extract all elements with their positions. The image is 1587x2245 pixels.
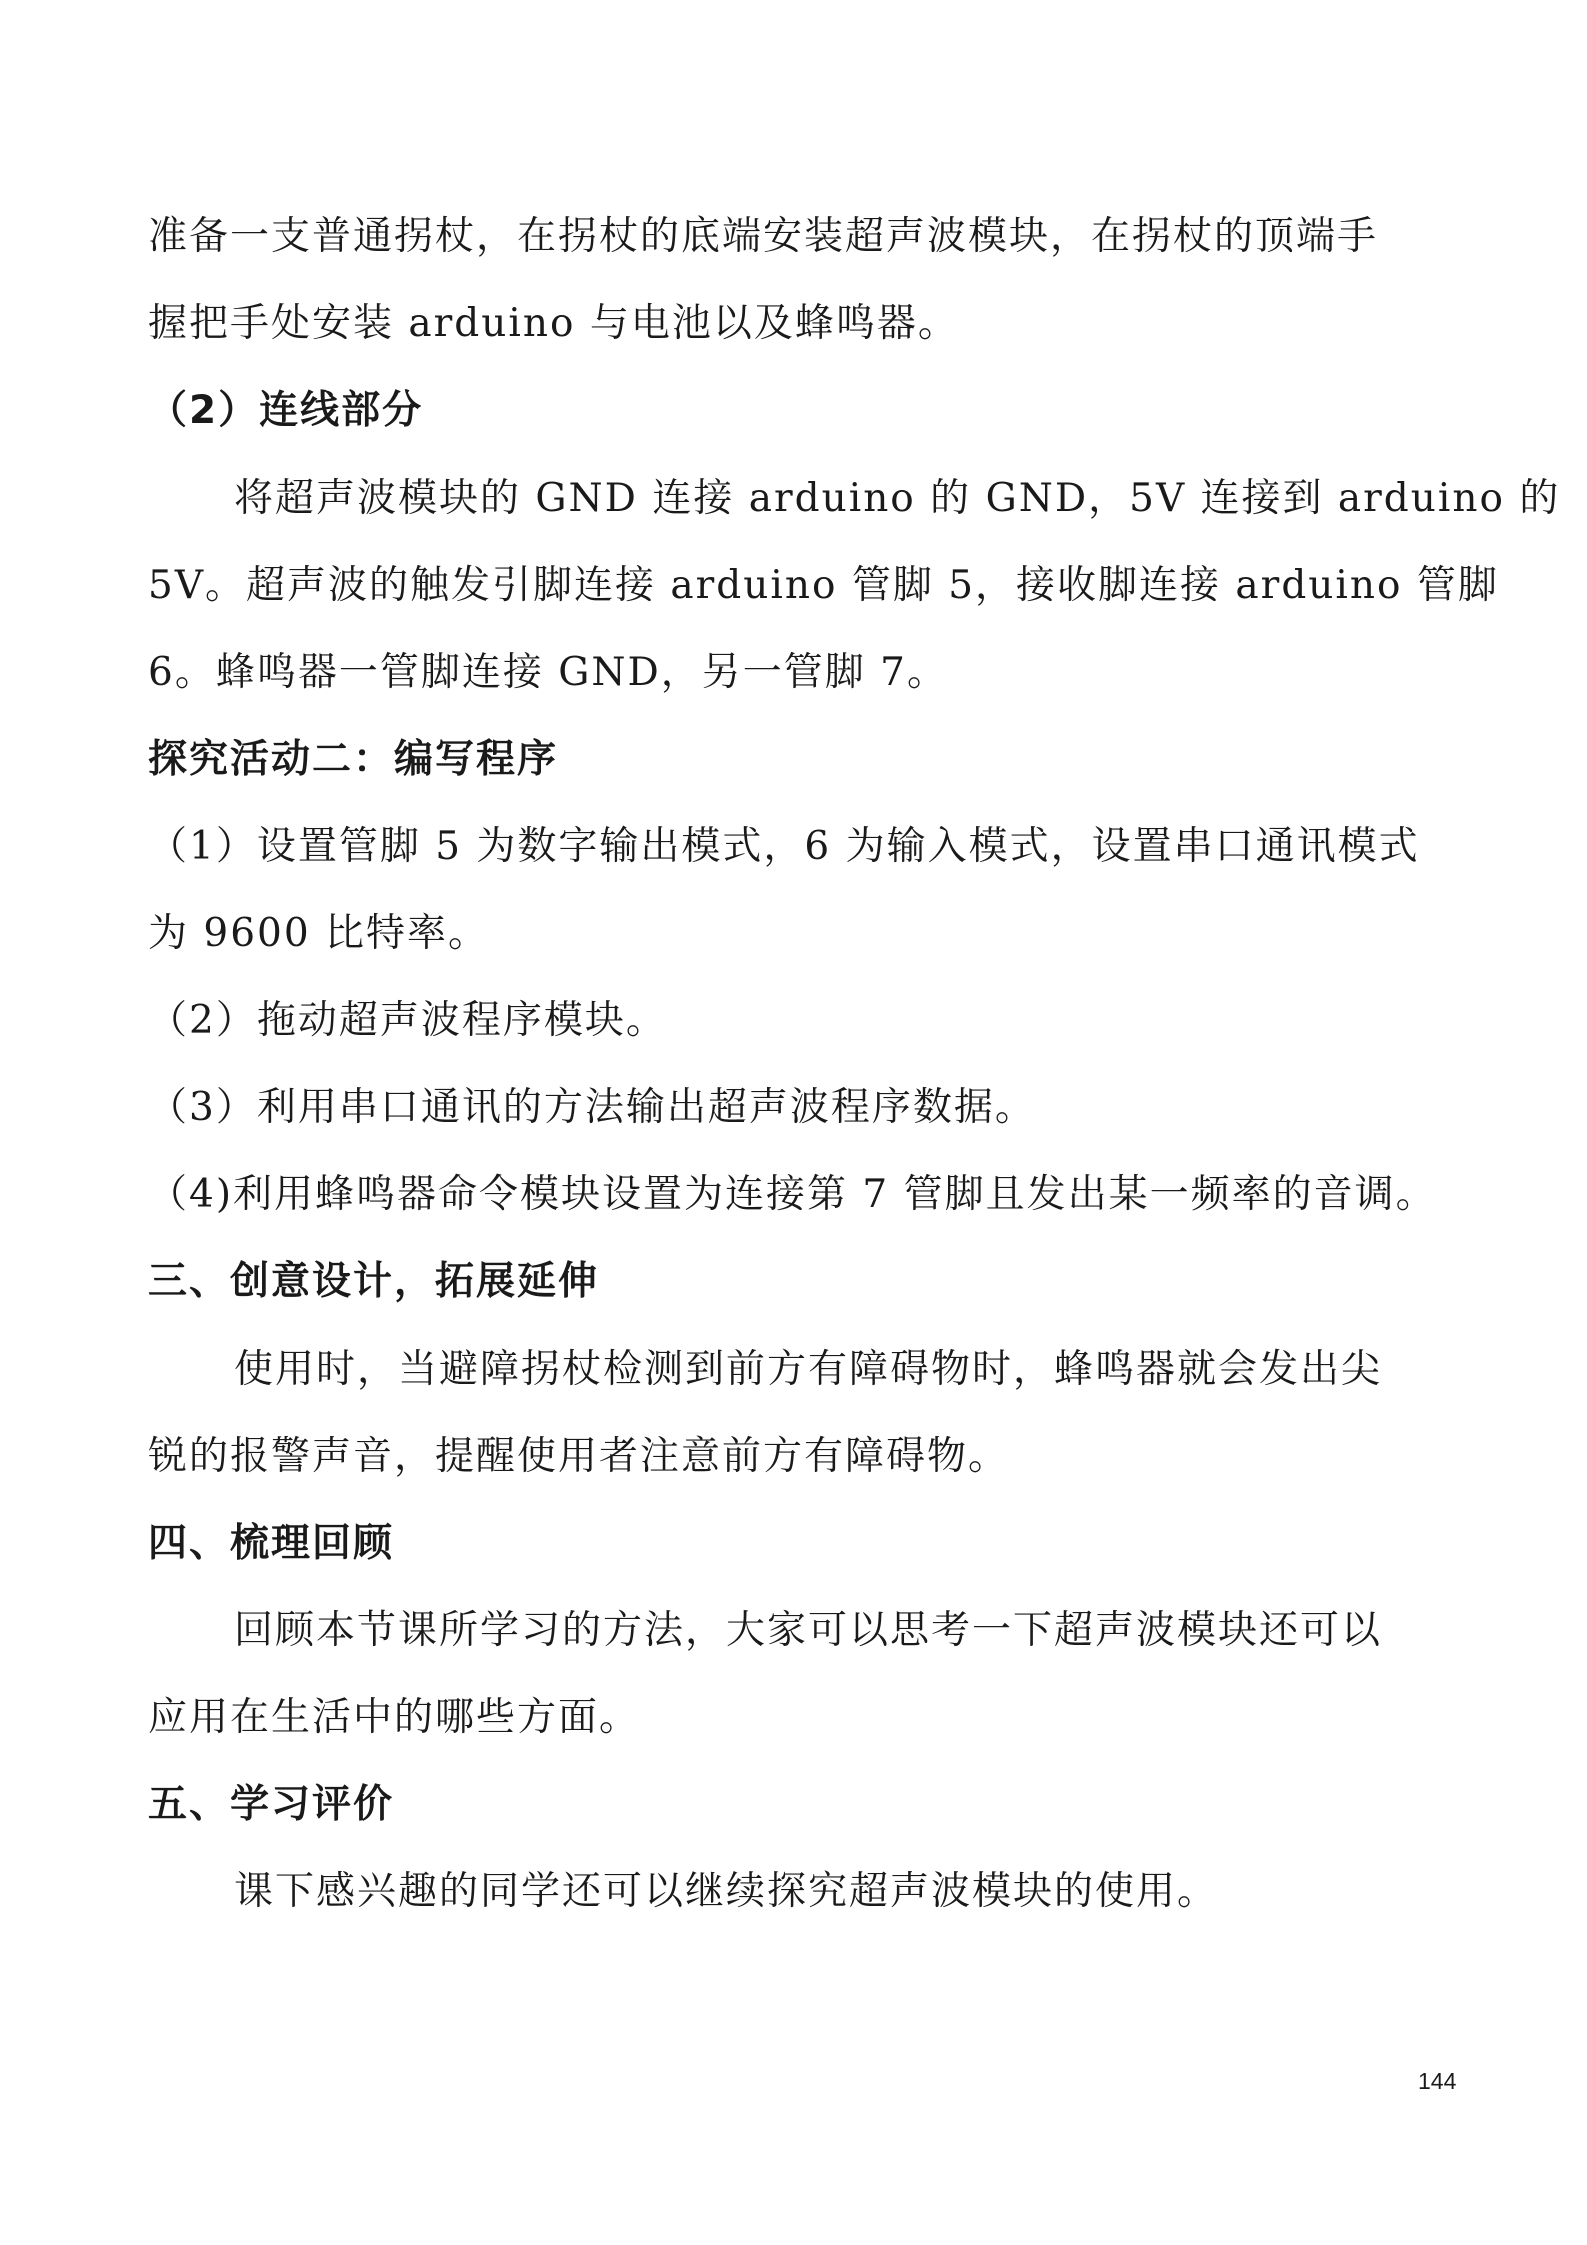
heading-section-5: 五、学习评价 <box>148 1782 395 1827</box>
heading-section-4: 四、梳理回顾 <box>148 1521 395 1566</box>
paragraph-line: 6。蜂鸣器一管脚连接 GND，另一管脚 7。 <box>148 650 948 695</box>
paragraph-line: 握把手处安装 arduino 与电池以及蜂鸣器。 <box>148 301 959 346</box>
paragraph-line: 锐的报警声音，提醒使用者注意前方有障碍物。 <box>148 1434 1010 1479</box>
heading-activity-2: 探究活动二：编写程序 <box>148 737 559 782</box>
step-line: 为 9600 比特率。 <box>148 911 490 956</box>
step-line: （2）拖动超声波程序模块。 <box>148 998 667 1043</box>
paragraph-line: 回顾本节课所学习的方法，大家可以思考一下超声波模块还可以 <box>234 1608 1383 1653</box>
step-line: （3）利用串口通讯的方法输出超声波程序数据。 <box>148 1085 1036 1130</box>
paragraph-line: 应用在生活中的哪些方面。 <box>148 1695 641 1740</box>
paragraph-line: 将超声波模块的 GND 连接 arduino 的 GND，5V 连接到 arduino 的 <box>234 476 1561 521</box>
step-line: （4)利用蜂鸣器命令模块设置为连接第 7 管脚且发出某一频率的音调。 <box>148 1172 1437 1217</box>
paragraph-line: 课下感兴趣的同学还可以继续探究超声波模块的使用。 <box>234 1869 1219 1914</box>
paragraph-line: 5V。超声波的触发引脚连接 arduino 管脚 5，接收脚连接 arduino 管脚 <box>148 563 1499 608</box>
paragraph-line: 准备一支普通拐杖，在拐杖的底端安装超声波模块，在拐杖的顶端手 <box>148 214 1379 259</box>
subheading-wiring: （2）连线部分 <box>148 388 424 433</box>
paragraph-line: 使用时，当避障拐杖检测到前方有障碍物时，蜂鸣器就会发出尖 <box>234 1347 1383 1392</box>
page-number: 144 <box>1418 2068 1457 2094</box>
heading-section-3: 三、创意设计，拓展延伸 <box>148 1259 600 1304</box>
step-line: （1）设置管脚 5 为数字输出模式，6 为输入模式，设置串口通讯模式 <box>148 824 1420 869</box>
